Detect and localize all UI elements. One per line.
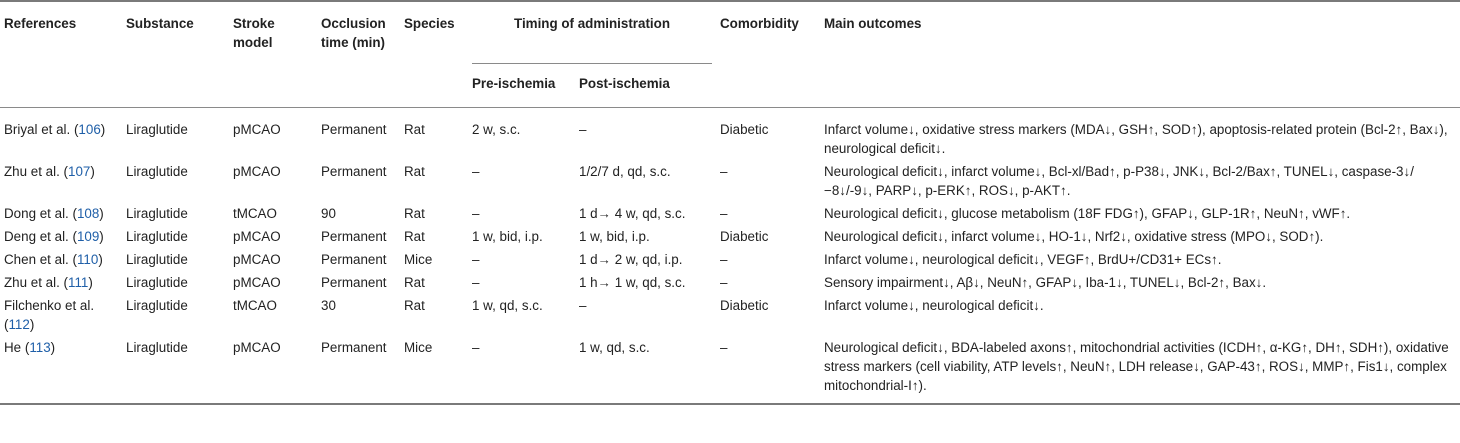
cell-post-ischemia: 1 w, bid, i.p. [579, 229, 650, 244]
cell-stroke-model: pMCAO [233, 275, 281, 290]
header-substance: Substance [126, 16, 194, 31]
cell-stroke-model: pMCAO [233, 252, 281, 267]
cell-occlusion-time: Permanent [321, 122, 387, 137]
cell-species: Rat [404, 275, 425, 290]
cell-post-ischemia: 1 h→ 1 w, qd, s.c. [579, 275, 686, 290]
cell-main-outcomes: Infarct volume↓, neurological deficit↓, VEGF↑, BrdU+/CD31+ ECs↑. [824, 252, 1222, 267]
header-pre-ischemia: Pre-ischemia [472, 76, 556, 91]
cell-reference [0, 223, 122, 246]
cell-pre-ischemia: 2 w, s.c. [472, 122, 521, 137]
reference-number-link[interactable]: 113 [29, 340, 51, 355]
cell-post-ischemia: – [579, 122, 587, 137]
cell-occlusion-time: Permanent [321, 164, 387, 179]
cell-post-ischemia: – [579, 298, 587, 313]
cell-post-ischemia: 1/2/7 d, qd, s.c. [579, 164, 671, 179]
cell-species: Rat [404, 229, 425, 244]
cell-reference [0, 334, 122, 404]
cell-main-outcomes: Infarct volume↓, oxidative stress markers (MDA↓, GSH↑, SOD↑), apoptosis-related protein (Bcl-2↑, Bax↓), neurological deficit↓. [824, 122, 1448, 156]
cell-species: Rat [404, 122, 425, 137]
cell-substance: Liraglutide [126, 340, 188, 355]
cell-stroke-model: pMCAO [233, 229, 281, 244]
table-row [0, 223, 1460, 246]
table-row [0, 158, 1460, 200]
cell-main-outcomes: Sensory impairment↓, Aβ↓, NeuN↑, GFAP↓, Iba-1↓, TUNEL↓, Bcl-2↑, Bax↓. [824, 275, 1267, 290]
cell-pre-ischemia: 1 w, bid, i.p. [472, 229, 543, 244]
header-timing-group [468, 1, 716, 64]
reference-number-link[interactable]: 106 [78, 122, 101, 137]
cell-comorbidity: Diabetic [720, 298, 769, 313]
cell-species: Mice [404, 252, 433, 267]
cell-post-ischemia: 1 d→ 2 w, qd, i.p. [579, 252, 683, 267]
cell-pre-ischemia: 1 w, qd, s.c. [472, 298, 543, 313]
cell-substance: Liraglutide [126, 252, 188, 267]
reference-close-paren: ) [29, 317, 35, 332]
cell-main-outcomes: Neurological deficit↓, infarct volume↓, HO-1↓, Nrf2↓, oxidative stress (MPO↓, SOD↑). [824, 229, 1324, 244]
reference-author: He ( [4, 340, 30, 355]
cell-main-outcomes: Neurological deficit↓, glucose metabolism (18F FDG↑), GFAP↓, GLP-1R↑, NeuN↑, vWF↑. [824, 206, 1351, 221]
reference-close-paren: ) [99, 229, 104, 244]
cell-occlusion-time: Permanent [321, 229, 387, 244]
timing-group-rule [472, 63, 712, 64]
reference-author: Briyal et al. ( [4, 122, 79, 137]
header-main-outcomes: Main outcomes [824, 16, 922, 31]
cell-post-ischemia: 1 w, qd, s.c. [579, 340, 650, 355]
table-row [0, 334, 1460, 404]
cell-species: Rat [404, 164, 425, 179]
reference-author: Dong et al. ( [4, 206, 77, 221]
header-species: Species [404, 16, 455, 31]
reference-number-link[interactable]: 109 [76, 229, 100, 244]
table-row [0, 108, 1460, 159]
cell-occlusion-time: 90 [321, 206, 336, 221]
header-comorbidity: Comorbidity [720, 16, 799, 31]
reference-author: Zhu et al. ( [4, 164, 69, 179]
cell-substance: Liraglutide [126, 122, 188, 137]
reference-author: Filchenko et al. ( [4, 298, 95, 332]
cell-main-outcomes: Infarct volume↓, neurological deficit↓. [824, 298, 1044, 313]
cell-occlusion-time: Permanent [321, 252, 387, 267]
reference-close-paren: ) [99, 206, 104, 221]
reference-close-paren: ) [88, 275, 93, 290]
header-references: References [4, 16, 77, 31]
cell-substance: Liraglutide [126, 229, 188, 244]
cell-reference [0, 269, 122, 292]
cell-comorbidity: – [720, 340, 728, 355]
cell-main-outcomes: Neurological deficit↓, infarct volume↓, Bcl-xl/Bad↑, p-P38↓, JNK↓, Bcl-2/Bax↑, TUNEL↓, caspase-3↓/−8↓/-9↓, PARP↓, p-ERK↑, ROS↓, p-AKT↑. [824, 164, 1414, 198]
cell-main-outcomes: Neurological deficit↓, BDA-labeled axons↑, mitochondrial activities (ICDH↑, α-KG↑, DH↑, SDH↑), oxidative stress markers (cell viability, ATP levels↑, NeuN↑, LDH release↓, GAP-43↑, ROS↓, MMP↑, Fis1↓, complex mitochondrial-I↑). [824, 340, 1449, 393]
cell-reference [0, 292, 122, 334]
cell-species: Rat [404, 206, 425, 221]
cell-species: Rat [404, 298, 425, 313]
cell-pre-ischemia: – [472, 164, 480, 179]
cell-pre-ischemia: – [472, 252, 480, 267]
cell-comorbidity: – [720, 275, 728, 290]
reference-author: Zhu et al. ( [4, 275, 69, 290]
cell-pre-ischemia: – [472, 340, 480, 355]
header-occlusion-time: Occlusion time (min) [321, 16, 386, 50]
cell-species: Mice [404, 340, 433, 355]
reference-author: Deng et al. ( [4, 229, 77, 244]
cell-substance: Liraglutide [126, 164, 188, 179]
cell-comorbidity: – [720, 252, 728, 267]
cell-comorbidity: – [720, 206, 728, 221]
cell-stroke-model: pMCAO [233, 164, 281, 179]
table-row [0, 269, 1460, 292]
cell-pre-ischemia: – [472, 206, 480, 221]
cell-comorbidity: Diabetic [720, 229, 769, 244]
reference-number-link[interactable]: 107 [68, 164, 91, 179]
reference-close-paren: ) [90, 164, 95, 179]
cell-reference [0, 246, 122, 269]
reference-close-paren: ) [98, 252, 103, 267]
cell-stroke-model: tMCAO [233, 206, 277, 221]
cell-stroke-model: pMCAO [233, 122, 281, 137]
cell-substance: Liraglutide [126, 206, 188, 221]
cell-occlusion-time: 30 [321, 298, 336, 313]
cell-reference [0, 200, 122, 223]
header-row [0, 1, 1460, 64]
cell-pre-ischemia: – [472, 275, 480, 290]
cell-post-ischemia: 1 d→ 4 w, qd, s.c. [579, 206, 686, 221]
reference-number-link[interactable]: 110 [76, 252, 99, 267]
reference-number-link[interactable]: 112 [8, 317, 30, 332]
cell-comorbidity: – [720, 164, 728, 179]
cell-comorbidity: Diabetic [720, 122, 769, 137]
cell-substance: Liraglutide [126, 275, 188, 290]
table-body [0, 108, 1460, 405]
reference-close-paren: ) [100, 122, 106, 137]
header-timing-label: Timing of administration [514, 16, 670, 31]
reference-author: Chen et al. ( [4, 252, 77, 267]
cell-occlusion-time: Permanent [321, 275, 387, 290]
table-row [0, 246, 1460, 269]
header-stroke-model: Stroke model [233, 16, 275, 50]
cell-stroke-model: tMCAO [233, 298, 277, 313]
cell-substance: Liraglutide [126, 298, 188, 313]
table-row [0, 200, 1460, 223]
cell-stroke-model: pMCAO [233, 340, 281, 355]
cell-occlusion-time: Permanent [321, 340, 387, 355]
reference-number-link[interactable]: 108 [76, 206, 100, 221]
reference-close-paren: ) [50, 340, 56, 355]
reference-number-link[interactable]: 111 [68, 275, 89, 290]
cell-reference [0, 158, 122, 200]
header-post-ischemia: Post-ischemia [579, 76, 670, 91]
table-row [0, 292, 1460, 334]
cell-reference [0, 108, 122, 159]
